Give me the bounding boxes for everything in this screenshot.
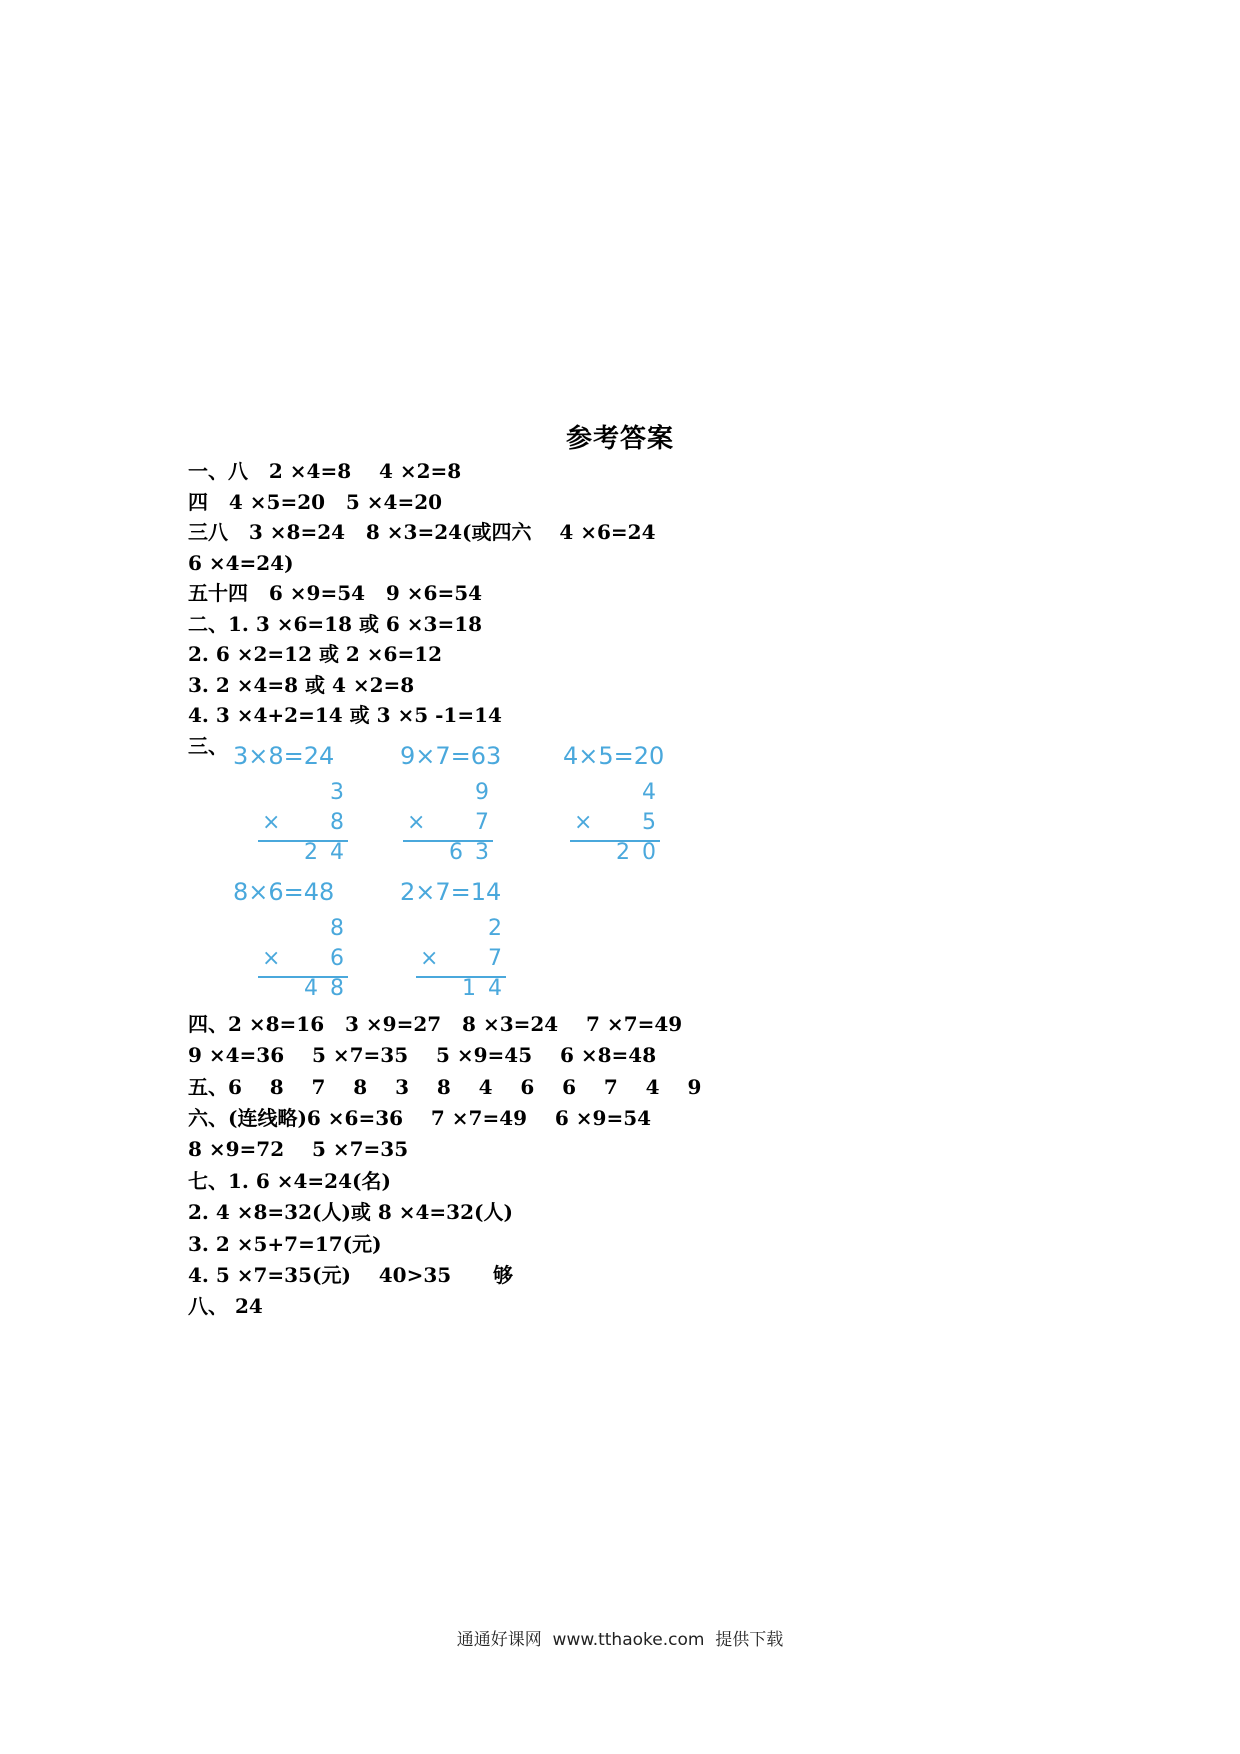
multiplier: 7 [488,946,502,971]
answer-line: 四、2 ×8=16 3 ×9=27 8 ×3=24 7 ×7=49 [188,1012,683,1036]
multiply-sign: × [407,810,426,835]
multiplier: 8 [330,810,344,835]
multiplicand: 3 [330,780,344,805]
equation: 4×5=20 [563,742,665,770]
answer-line: 三八 3 ×8=24 8 ×3=24(或四六 4 ×6=24 [188,520,656,544]
answer-line: 五、6 8 7 8 3 8 4 6 6 7 4 9 [188,1075,702,1099]
product: 24 [304,840,356,865]
answer-line: 4. 5 ×7=35(元) 40>35 够 [188,1263,513,1287]
product: 48 [304,976,356,1001]
section-three-label: 三、 [188,734,228,758]
multiplier: 5 [642,810,656,835]
answer-line: 四 4 ×5=20 5 ×4=20 [188,490,443,514]
multiply-sign: × [262,810,281,835]
multiplicand: 8 [330,916,344,941]
answer-line: 8 ×9=72 5 ×7=35 [188,1137,409,1161]
answer-line: 2. 4 ×8=32(人)或 8 ×4=32(人) [188,1200,513,1224]
answer-line: 五十四 6 ×9=54 9 ×6=54 [188,581,483,605]
equation: 3×8=24 [233,742,335,770]
answer-line: 6 ×4=24) [188,551,294,575]
equation: 2×7=14 [400,878,502,906]
multiply-sign: × [574,810,593,835]
answer-line: 3. 2 ×5+7=17(元) [188,1232,382,1256]
product: 14 [462,976,514,1001]
multiplicand: 9 [475,780,489,805]
answer-line: 9 ×4=36 5 ×7=35 5 ×9=45 6 ×8=48 [188,1043,657,1067]
answer-line: 八、 24 [188,1294,263,1318]
multiply-sign: × [262,946,281,971]
footer-credit: 通通好课网 www.tthaoke.com 提供下载 [456,1630,784,1650]
multiplicand: 4 [642,780,656,805]
answer-line: 六、(连线略)6 ×6=36 7 ×7=49 6 ×9=54 [188,1106,652,1130]
page-title: 参考答案 [565,424,674,454]
answer-line: 一、八 2 ×4=8 4 ×2=8 [188,459,462,483]
answer-line: 2. 6 ×2=12 或 2 ×6=12 [188,642,443,666]
product: 20 [616,840,668,865]
multiplier: 6 [330,946,344,971]
equation: 8×6=48 [233,878,335,906]
multiply-sign: × [420,946,439,971]
multiplicand: 2 [488,916,502,941]
answer-line: 4. 3 ×4+2=14 或 3 ×5 -1=14 [188,703,502,727]
answer-line: 二、1. 3 ×6=18 或 6 ×3=18 [188,612,483,636]
equation: 9×7=63 [400,742,502,770]
multiplier: 7 [475,810,489,835]
product: 63 [449,840,501,865]
answer-line: 七、1. 6 ×4=24(名) [188,1169,391,1193]
answer-line: 3. 2 ×4=8 或 4 ×2=8 [188,673,415,697]
